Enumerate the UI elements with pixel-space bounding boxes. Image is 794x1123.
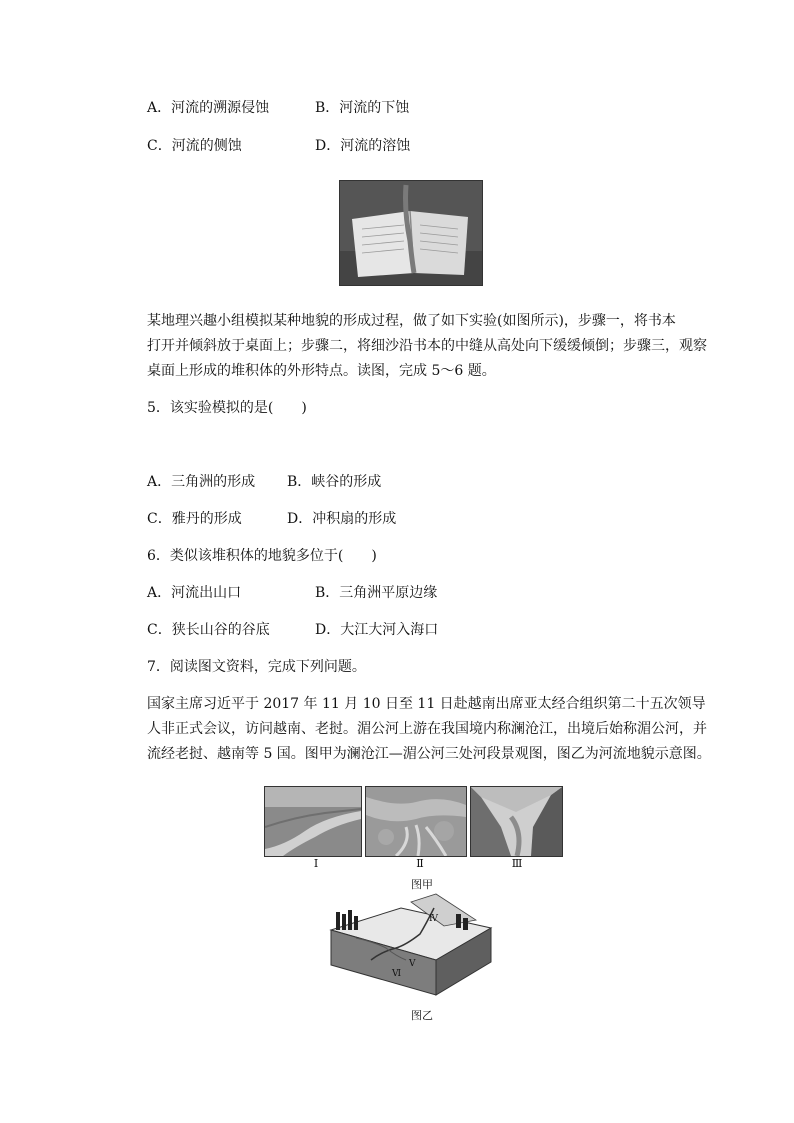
q7-passage-line-3: 流经老挝、越南等 5 国。图甲为澜沧江—湄公河三处河段景观图，图乙为河流地貌示意图。 — [147, 746, 711, 762]
book-experiment-photo — [339, 180, 483, 286]
q6-option-b: B．三角洲平原边缘 — [315, 585, 438, 601]
q7-passage-line-1: 国家主席习近平于 2017 年 11 月 10 日至 11 日赴越南出席亚太经合组织第二十五次领导 — [147, 696, 706, 712]
river-photo-1 — [264, 786, 362, 857]
q6-stem: 6．类似该堆积体的地貌多位于( ) — [147, 548, 377, 564]
intro-line-1: 某地理兴趣小组模拟某种地貌的形成过程，做了如下实验(如图所示)，步骤一，将书本 — [147, 313, 676, 329]
figure-yi-caption: 图乙 — [411, 1009, 433, 1022]
intro-line-2: 打开并倾斜放于桌面上；步骤二，将细沙沿书本的中缝从高处向下缓缓倾倒；步骤三，观察 — [147, 338, 707, 354]
q7-passage-line-2: 人非正式会议，访问越南、老挝。湄公河上游在我国境内称澜沧江，出境后始称湄公河，并 — [147, 721, 707, 737]
river-photo-3 — [470, 786, 563, 857]
photo-2-label: Ⅱ — [416, 857, 424, 870]
q5-option-c: C．雅丹的形成 — [147, 511, 242, 527]
q4-option-c: C．河流的侧蚀 — [147, 138, 242, 154]
q4-option-d: D．河流的溶蚀 — [315, 138, 411, 154]
q6-option-c: C．狭长山谷的谷底 — [147, 622, 270, 638]
q5-option-d: D．冲积扇的形成 — [287, 511, 397, 527]
landform-label-4: Ⅳ — [429, 914, 438, 924]
river-landform-diagram — [326, 890, 496, 1000]
q6-option-d: D．大江大河入海口 — [315, 622, 439, 638]
river-photo-2 — [365, 786, 467, 857]
q4-option-a: A．河流的溯源侵蚀 — [147, 100, 270, 116]
figure-jia-caption: 图甲 — [411, 878, 433, 891]
photo-1-label: Ⅰ — [313, 857, 319, 870]
q5-option-a: A．三角洲的形成 — [147, 474, 256, 490]
landform-label-5: Ⅴ — [409, 959, 416, 969]
landform-label-6: Ⅵ — [392, 969, 402, 979]
q5-stem: 5．该实验模拟的是( ) — [147, 400, 307, 416]
q4-option-b: B．河流的下蚀 — [315, 100, 410, 116]
q7-stem: 7．阅读图文资料，完成下列问题。 — [147, 659, 366, 675]
q6-option-a: A．河流出山口 — [147, 585, 242, 601]
q5-option-b: B．峡谷的形成 — [287, 474, 382, 490]
intro-line-3: 桌面上形成的堆积体的外形特点。读图，完成 5～6 题。 — [147, 363, 496, 379]
photo-3-label: Ⅲ — [511, 857, 523, 870]
